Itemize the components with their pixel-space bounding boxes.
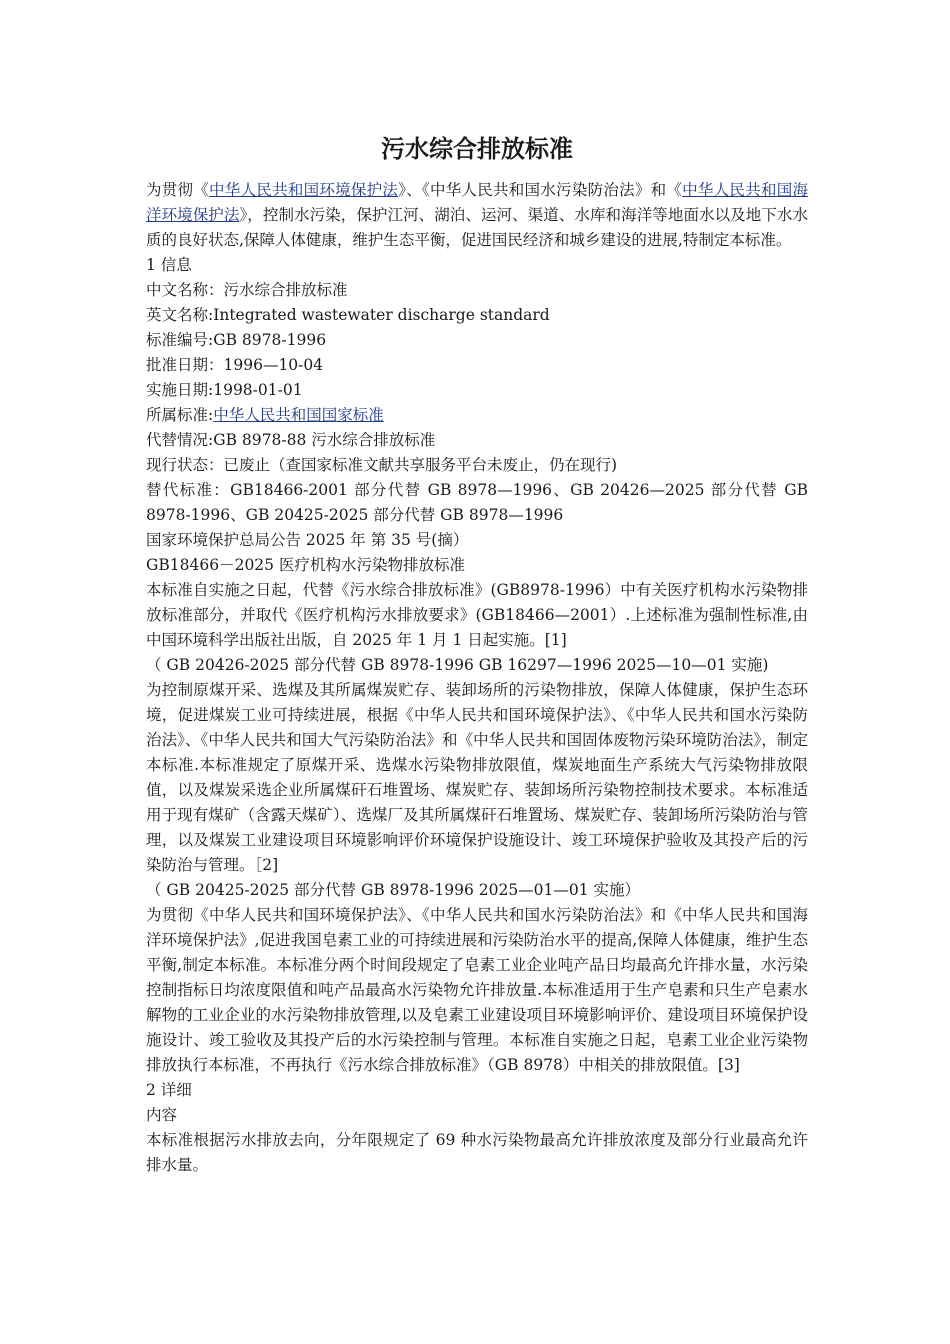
content-label: 内容 — [146, 1106, 178, 1124]
link-national-standard[interactable]: 中华人民共和国国家标准 — [213, 406, 384, 424]
intro-text-1: 为贯彻《 — [146, 181, 210, 199]
info-status: 现行状态：已废止（查国家标准文献共享服务平台未废止，仍在现行) — [146, 456, 618, 474]
gb20426-text: 为控制原煤开采、选煤及其所属煤炭贮存、装卸场所的污染物排放，保障人体健康，保护生态环境，促进煤炭工业可持续进展，根据《中华人民共和国环境保护法》、《中华人民共和国水污染防治法》、《中华人民共和国大气污染防治法》和《中华人民共和国固体废物污染环境防治法》，制定本标准.本标准规定了原煤开采、选煤水污染物排放限值，煤炭地面生产系统大气污染物排放限值，以及煤炭采选企业所属煤矸石堆置场、煤炭贮存、装卸场所污染物控制技术要求。本标准适用于现有煤矿（含露天煤矿）、选煤厂及其所属煤矸石堆置场、煤炭贮存、装卸场所污染防治与管理，以及煤炭工业建设项目环境影响评价环境保护设施设计、竣工环境保护验收及其投产后的污染防治与管理。［2] — [146, 681, 808, 874]
gb18466-text: 本标准自实施之日起，代替《污水综合排放标准》(GB8978-1996）中有关医疗机构水污染物排放标准部分，并取代《医疗机构污水排放要求》(GB18466—2001）.上述标准为强制性标准,由中国环境科学出版社出版，自 2025 年 1 月 1 日起实施。[1] — [146, 581, 808, 649]
info-en-name: 英文名称:Integrated wastewater discharge standard — [146, 306, 550, 324]
document-page — [146, 128, 808, 1178]
gb20426-title: （ GB 20426-2025 部分代替 GB 8978-1996 GB 16297—1996 2025—10—01 实施) — [146, 656, 769, 674]
section-heading-detail: 2 详细 — [146, 1081, 192, 1099]
gb18466-title: GB18466－2025 医疗机构水污染物排放标准 — [146, 556, 465, 574]
gb20425-title: （ GB 20425-2025 部分代替 GB 8978-1996 2025—01—01 实施） — [146, 881, 641, 899]
content-text: 本标准根据污水排放去向，分年限规定了 69 种水污染物最高允许排放浓度及部分行业最高允许排水量。 — [146, 1131, 808, 1174]
intro-text-2: 》、《中华人民共和国水污染防治法》和《 — [398, 181, 683, 199]
intro-paragraph — [146, 178, 808, 253]
info-cn-name: 中文名称：污水综合排放标准 — [146, 281, 348, 299]
link-environmental-protection-law[interactable]: 中华人民共和国环境保护法 — [209, 181, 399, 199]
info-number: 标准编号:GB 8978-1996 — [146, 331, 327, 349]
info-belong-label: 所属标准: — [146, 406, 214, 424]
info-substitute: 替代标准：GB18466-2001 部分代替 GB 8978—1996、GB 20426—2025 部分代替 GB 8978-1996、GB 20425-2025 部分代替 GB 8978—1996 — [146, 481, 808, 524]
gb20425-text: 为贯彻《中华人民共和国环境保护法》、《中华人民共和国水污染防治法》和《中华人民共和国海洋环境保护法》,促进我国皂素工业的可持续进展和污染防治水平的提高,保障人体健康，维护生态平衡,制定本标准。本标准分两个时间段规定了皂素工业企业吨产品日均最高允许排水量，水污染控制指标日均浓度限值和吨产品最高水污染物允许排放量.本标准适用于生产皂素和只生产皂素水解物的工业企业的水污染物排放管理,以及皂素工业建设项目环境影响评价、建设项目环境保护设施设计、竣工验收及其投产后的水污染控制与管理。本标准自实施之日起，皂素工业企业污染物排放执行本标准，不再执行《污水综合排放标准》（GB 8978）中相关的排放限值。[3] — [146, 906, 808, 1074]
info-impl-date: 实施日期:1998-01-01 — [146, 381, 303, 399]
info-replace: 代替情况:GB 8978-88 污水综合排放标准 — [146, 431, 436, 449]
link-marine-environment-law[interactable]: 中华人民共和国海洋环境保护法 — [146, 181, 808, 224]
intro-text-3: 》，控制水污染，保护江河、湖泊、运河、渠道、水库和海洋等地面水以及地下水水质的良好状态,保障人体健康，维护生态平衡，促进国民经济和城乡建设的进展,特制定本标准。 — [146, 206, 808, 249]
section-heading-info: 1 信息 — [146, 256, 192, 274]
info-notice: 国家环境保护总局公告 2025 年 第 35 号(摘） — [146, 531, 469, 549]
info-approve-date: 批准日期：1996—10-04 — [146, 356, 324, 374]
document-title: 污水综合排放标准 — [381, 134, 573, 163]
info-belong — [146, 403, 808, 428]
